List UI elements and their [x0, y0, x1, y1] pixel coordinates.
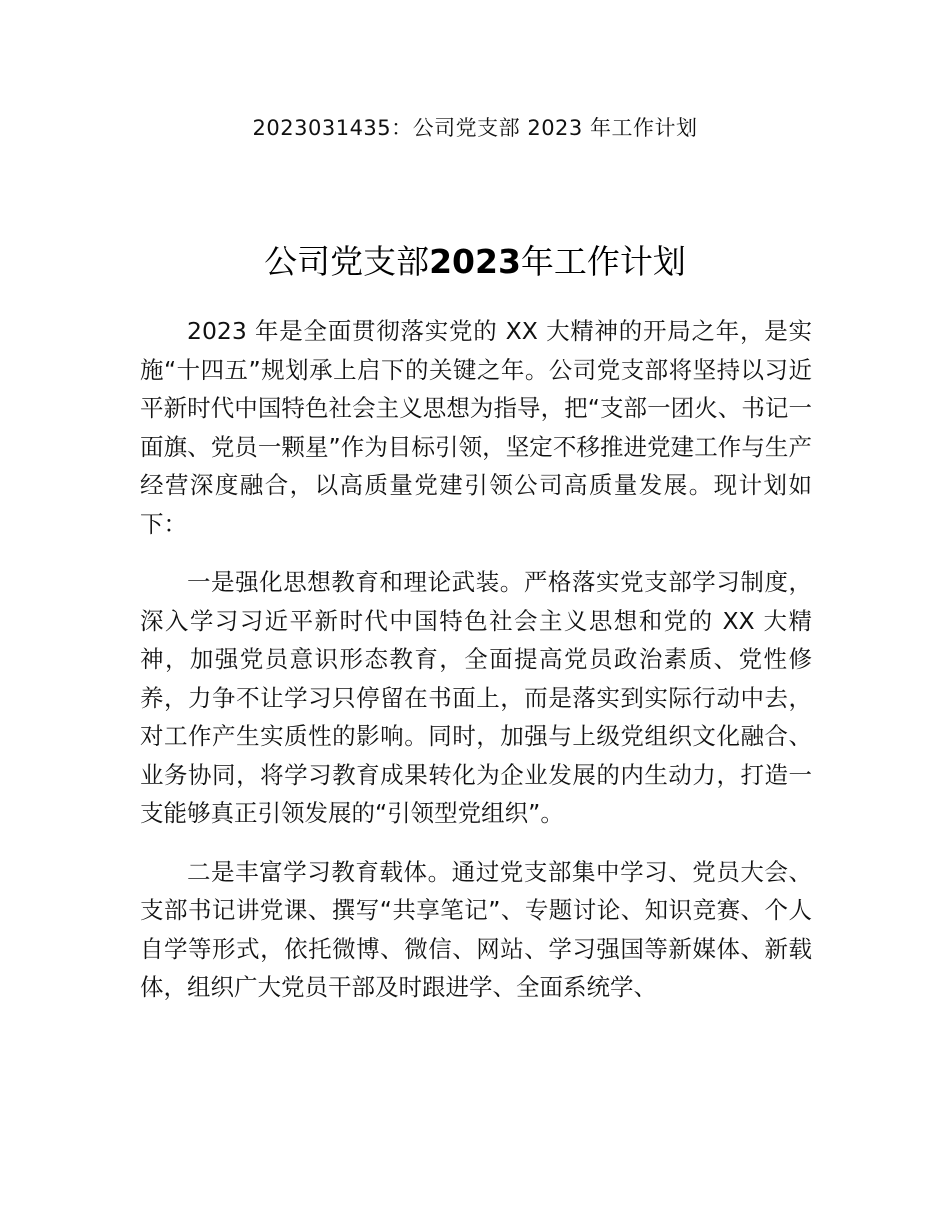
title-suffix: 年工作计划	[520, 242, 686, 281]
document-title	[0, 236, 950, 283]
title-prefix: 公司党支部	[264, 242, 430, 281]
document-header: 2023031435：公司党支部 2023 年工作计划	[252, 116, 698, 140]
paragraph-point-one: 一是强化思想教育和理论武装。严格落实党支部学习制度，深入学习习近平新时代中国特色社会主义思想和党的 XX 大精神，加强党员意识形态教育，全面提高党员政治素质、党性修养，力争不让学习只停留在书面上，而是落实到实际行动中去，对工作产生实质性的影响。同时，加强与上级党组织文化融合、业务协同，将学习教育成果转化为企业发展的内生动力，打造一支能够真正引领发展的“引领型党组织”。	[140, 568, 812, 827]
paragraph-point-two: 二是丰富学习教育载体。通过党支部集中学习、党员大会、支部书记讲党课、撰写“共享笔记”、专题讨论、知识竞赛、个人自学等形式，依托微博、微信、网站、学习强国等新媒体、新载体，组织广大党员干部及时跟进学、全面系统学、	[140, 857, 812, 1001]
title-year: 2023	[429, 242, 521, 281]
document-body	[140, 312, 812, 1007]
paragraph-intro: 2023 年是全面贯彻落实党的 XX 大精神的开局之年，是实施“十四五”规划承上启下的关键之年。公司党支部将坚持以习近平新时代中国特色社会主义思想为指导，把“支部一团火、书记一面旗、党员一颗星”作为目标引领，坚定不移推进党建工作与生产经营深度融合，以高质量党建引领公司高质量发展。现计划如下：	[140, 317, 812, 538]
